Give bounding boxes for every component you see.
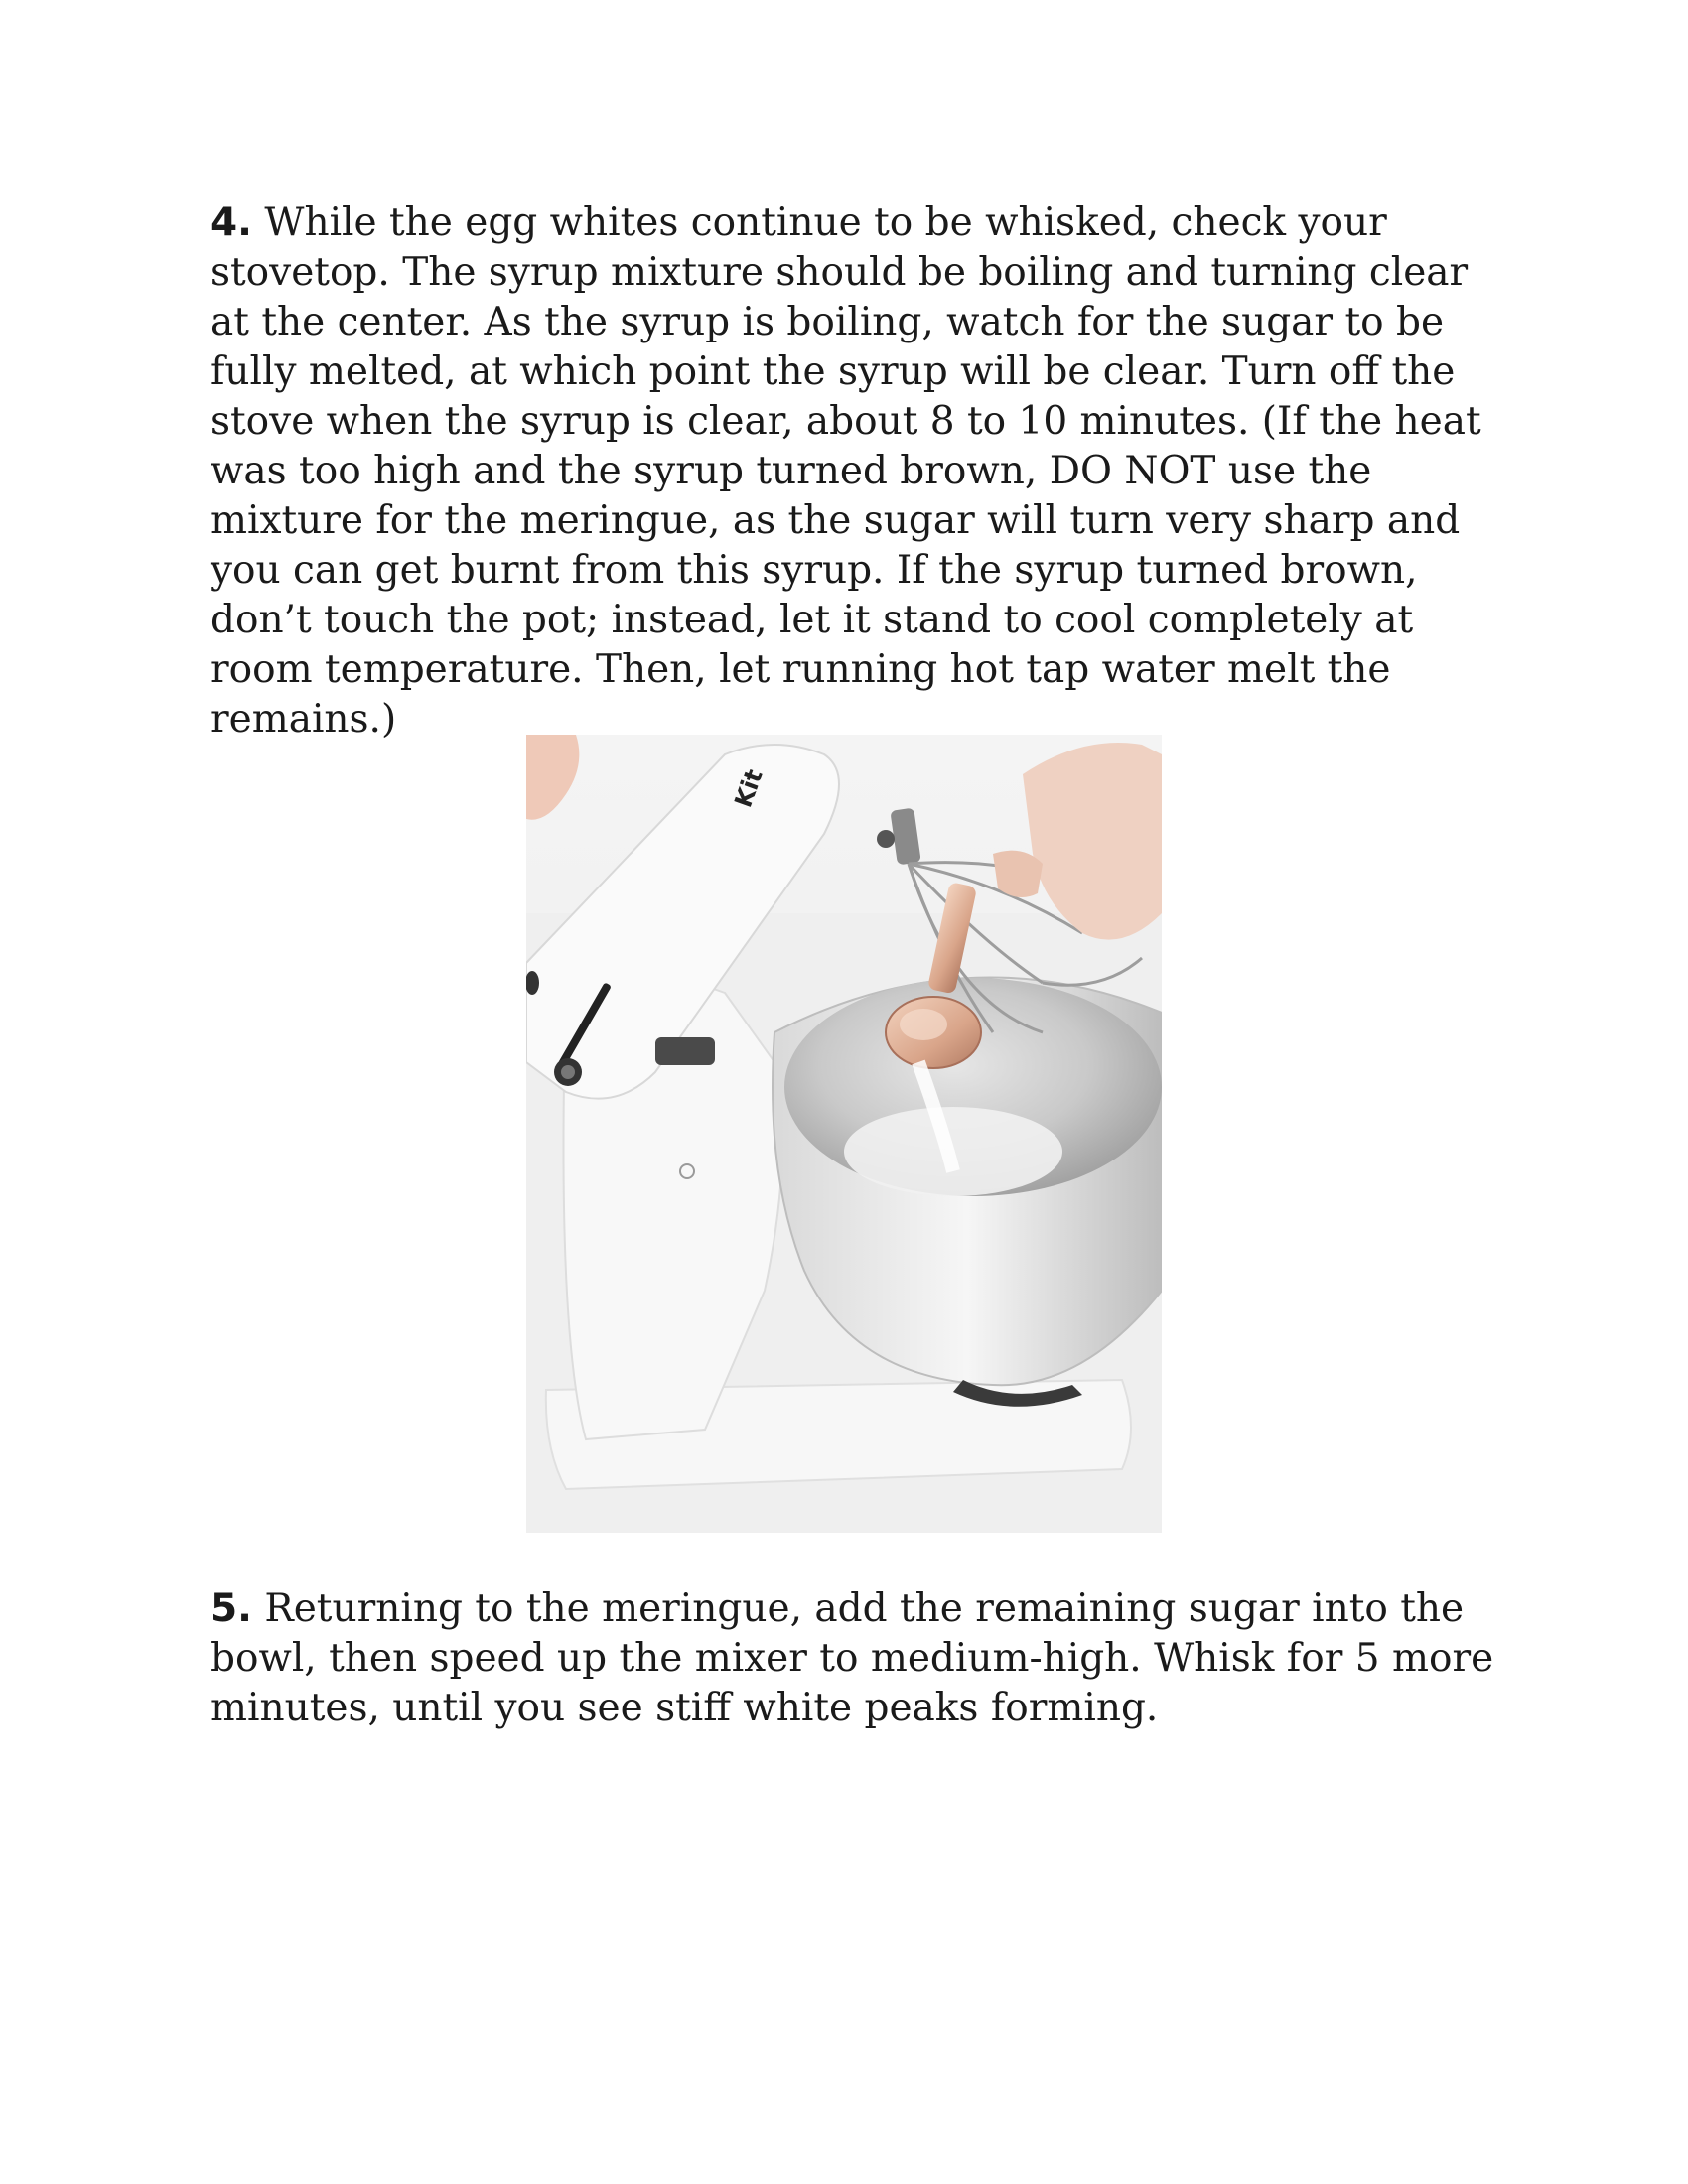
step-4-paragraph — [211, 199, 1501, 745]
step-number: 5. — [211, 1586, 252, 1631]
brand-lettering: Kit — [729, 765, 769, 812]
stand-mixer-photo — [526, 735, 1162, 1533]
step-5-paragraph — [211, 1584, 1501, 1733]
step-text: While the egg whites continue to be whisked, check your stovetop. The syrup mixture should be boiling and turning clear at the center. As the syrup is boiling, watch for the sugar to be fully melted, at which point the syrup will be clear. Turn off the stove when the syrup is clear, about 8 to 10 minutes. (If the heat was too high and the syrup turned brown, DO NOT use the mixture for the meringue, as the sugar will turn very sharp and you can get burnt from this syrup. If the syrup turned brown, don’t touch the pot; instead, let it stand to cool completely at room temperature. Then, let running hot tap water melt the remains.) — [211, 201, 1481, 742]
step-number: 4. — [211, 201, 252, 245]
step-text: Returning to the meringue, add the remaining sugar into the bowl, then speed up the mixer to medium-high. Whisk for 5 more minutes, until you see stiff white peaks forming. — [211, 1586, 1494, 1730]
